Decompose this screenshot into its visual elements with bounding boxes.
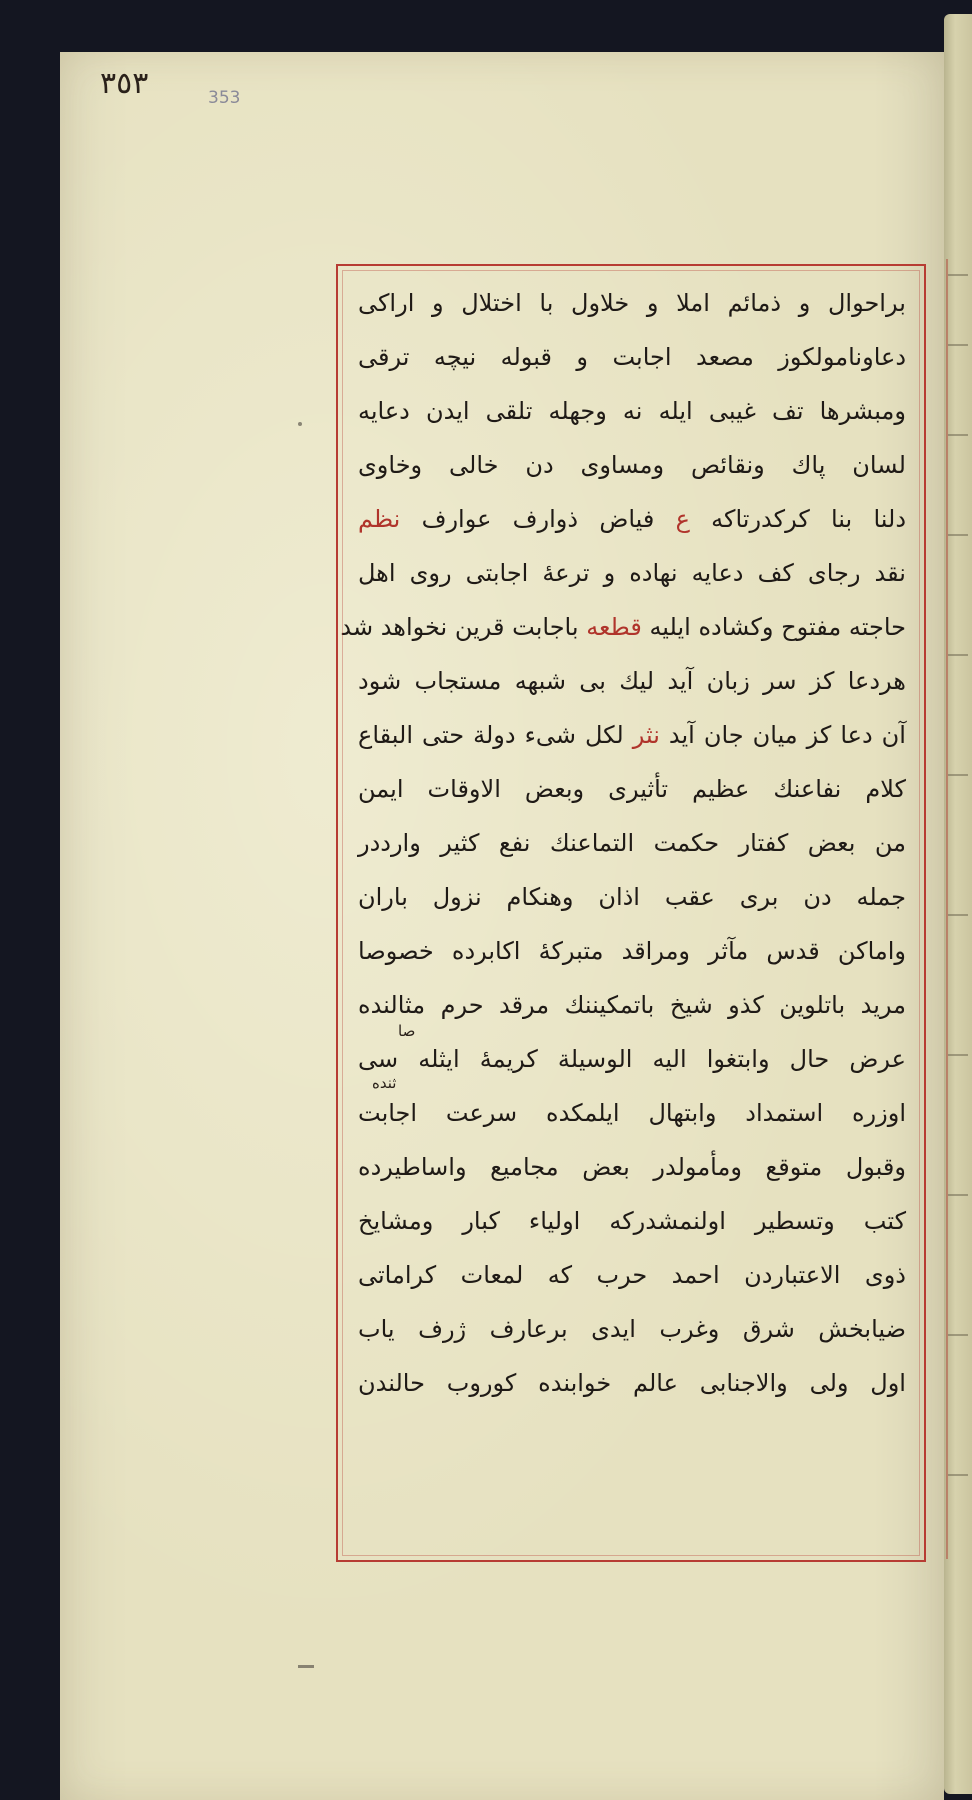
word: آید [668,721,695,749]
word: خالی [449,451,499,479]
word: البقاع [358,721,413,749]
word: حرم [440,991,484,1019]
word: و [798,289,811,317]
word: شیخ [669,991,713,1019]
word: وقبول [845,1153,906,1181]
word: کز [809,667,835,695]
word: کف [757,559,794,587]
word: باتلوین [779,991,846,1019]
word: کبار [462,1207,500,1235]
word: حتی [422,721,465,749]
word: ایلمکده [546,1099,620,1127]
word: میان [752,721,798,749]
word: قدس [766,937,820,965]
word: اهل [358,559,396,587]
word: ایمن [358,775,404,803]
word: کریمهٔ [479,1045,538,1073]
adjacent-page-ghost-line [948,1334,968,1336]
adjacent-page-ghost-line [948,534,968,536]
word: وارددر [358,829,421,857]
word: مرید [860,991,906,1019]
text-line-7 [340,600,906,654]
word: ونقائص [690,451,765,479]
adjacent-page-ghost-line [948,1054,968,1056]
word: املا [676,289,710,317]
word: قرین [454,613,505,641]
word: عرض [849,1045,906,1073]
word: حال [789,1045,830,1073]
word: وجهله [548,397,607,425]
text-frame [336,264,926,1562]
word: تف [771,397,804,425]
adjacent-page-edge [944,14,972,1794]
word: نخواهد [380,613,448,641]
word: اکابرده [451,937,521,965]
text-line-13 [358,924,906,978]
word: اراکی [358,289,415,317]
word: شد [340,613,374,641]
word: مثالنده [358,991,426,1019]
rubric-marker: ع [675,505,690,533]
adjacent-page-ghost-line [948,274,968,276]
word: کتب [863,1207,907,1235]
word: ومأمولدر [653,1153,742,1181]
word: اوزره [851,1099,906,1127]
ink-speck [298,422,302,426]
word: وتسطیر [754,1207,835,1235]
word: مآثر [708,937,749,965]
word: سرعت [445,1099,518,1127]
word: حکمت [653,829,720,857]
word: دن [525,451,554,479]
word: بری [739,883,779,911]
adjacent-page-ghost-line [948,654,968,656]
text-line-8 [358,654,906,708]
word: وابتهال [648,1099,717,1127]
word: دعاونامولکوز [778,343,907,371]
word: اجابتی [465,559,529,587]
interlinear-gloss: صا [398,1022,416,1040]
word: خوابنده [538,1369,612,1397]
word: الاعتباردن [744,1261,841,1289]
word: دعا [840,721,873,749]
word: و [603,559,616,587]
rubric-marker: قطعه [586,613,642,641]
word: آید [667,667,694,695]
word: ترقی [358,343,410,371]
word: تأثیری [608,775,669,803]
word: استمداد [745,1099,824,1127]
word: متوقع [765,1153,823,1181]
word: که [547,1261,573,1289]
word: ایدن [425,397,470,425]
word: دعایه [691,559,744,587]
adjacent-page-ghost-line [948,774,968,776]
word: کز [806,721,832,749]
word: بعض [582,1153,630,1181]
word: و [646,289,659,317]
word: اذان [598,883,640,911]
word: کوروب [446,1369,517,1397]
word: باجابت [512,613,579,641]
word: آن [881,721,906,749]
word: دن [803,883,832,911]
word: التماعنك [549,829,635,857]
text-line-10 [358,762,906,816]
word: نفع [498,829,531,857]
text-line-14 [358,978,906,1032]
word: اختلال [461,289,522,317]
text-line-4 [358,438,906,492]
word: تلقی [485,397,533,425]
word: من [874,829,906,857]
word: لمعات [460,1261,524,1289]
word: شود [358,667,402,695]
word: زبان [706,667,750,695]
word: شیء [524,721,576,749]
word: متبرکهٔ [538,937,604,965]
word: بی [579,667,606,695]
word: اولنمشدرکه [609,1207,726,1235]
adjacent-page-ghost-line [948,434,968,436]
word: نیچه [433,343,477,371]
word: نهاده [629,559,678,587]
word: کفتار [738,829,789,857]
word: واساطیرده [358,1153,467,1181]
word: ومبشرها [819,397,906,425]
word: و [576,343,588,371]
text-line-1 [358,276,906,330]
word: جمله [856,883,907,911]
text-line-11 [358,816,906,870]
word: شبهه [514,667,566,695]
word: ذوارف [512,505,579,533]
word: ومراقد [621,937,691,965]
word: ولی [809,1369,849,1397]
word: عظیم [692,775,750,803]
word: باران [358,883,408,911]
word: یاب [358,1315,395,1343]
word: لکل [584,721,624,749]
word: ژرف [418,1315,467,1343]
word: پاك [791,451,826,479]
word: لسان [852,451,906,479]
word: ضیابخش [818,1315,906,1343]
text-line-9 [358,708,906,762]
ink-speck [298,1665,314,1668]
word: والاجنابی [699,1369,788,1397]
word: دعایه [358,397,410,425]
word: نه [622,397,643,425]
word: برعارف [489,1315,568,1343]
word: اول [870,1369,906,1397]
word: ایثله [418,1045,460,1073]
word: جان [703,721,744,749]
word: وابتغوا [706,1045,770,1073]
word: عقب [664,883,715,911]
word: اجابت [358,1099,418,1127]
word: سر [763,667,797,695]
manuscript-page [60,52,944,1800]
word: و [432,289,444,317]
word: رجای [807,559,861,587]
word: قبوله [500,343,552,371]
word: اولیاء [528,1207,581,1235]
word: نزول [432,883,482,911]
word: ایدی [591,1315,636,1343]
word: براحوال [827,289,906,317]
word: کرکدرتاکه [711,505,810,533]
folio-number: ٣٥٣ [100,66,149,101]
word: دلنا [873,505,907,533]
word: حرب [596,1261,648,1289]
word: وغرب [659,1315,720,1343]
word: مفتوح [781,613,842,641]
word: غیبی [708,397,756,425]
word: سی [358,1045,399,1073]
word: دولة [473,721,516,749]
word: ومساوی [580,451,665,479]
word: ذمائم [727,289,782,317]
word: وخاوی [358,451,423,479]
word: ایلیه [649,613,691,641]
text-line-5 [358,492,906,546]
word: مرقد [498,991,550,1019]
word: مجامیع [490,1153,559,1181]
word: خلاول [571,289,630,317]
adjacent-page-ghost-line [948,1474,968,1476]
word: ذوی [864,1261,906,1289]
word: کذو [728,991,764,1019]
text-line-19 [358,1248,906,1302]
text-line-20 [358,1302,906,1356]
text-line-2 [358,330,906,384]
adjacent-page-ghost-line [948,1194,968,1196]
text-block [340,276,907,1410]
word: نفاعنك [773,775,842,803]
word: کراماتی [358,1261,437,1289]
word: کثیر [440,829,480,857]
text-line-15 [358,1032,906,1086]
word: لیك [619,667,655,695]
word: الاوقات [427,775,501,803]
pencil-folio-number: 353 [208,88,241,108]
word: بنا [830,505,853,533]
word: ایله [658,397,693,425]
rubric-marker: نثر [632,721,660,749]
word: احمد [671,1261,720,1289]
word: هردعا [847,667,906,695]
word: با [539,289,554,317]
word: ترعهٔ [542,559,590,587]
word: حاجته [848,613,906,641]
word: مستجاب [414,667,502,695]
word: عوارف [421,505,492,533]
word: کلام [865,775,906,803]
word: حالندن [358,1369,425,1397]
word: شرق [742,1315,795,1343]
word: باتمکیننك [564,991,655,1019]
word: ومشایخ [358,1207,434,1235]
word: وهنکام [506,883,574,911]
word: عالم [632,1369,678,1397]
word: روی [409,559,452,587]
word: فیاض [599,505,655,533]
word: واماکن [837,937,906,965]
text-line-21 [358,1356,906,1410]
interlinear-gloss: ثنده [372,1074,397,1092]
adjacent-page-frame-rule [946,259,948,1559]
word: نقد [874,559,906,587]
rubric-marker: نظم [358,505,401,533]
word: بعض [807,829,856,857]
word: وکشاده [698,613,774,641]
adjacent-page-ghost-line [948,344,968,346]
text-line-6 [358,546,906,600]
word: الوسیلة [557,1045,633,1073]
word: مصعد [695,343,754,371]
text-line-18 [358,1194,906,1248]
text-line-16 [358,1086,906,1140]
text-line-12 [358,870,906,924]
word: اجابت [612,343,672,371]
word: وبعض [524,775,585,803]
word: الیه [652,1045,687,1073]
adjacent-page-ghost-line [948,914,968,916]
word: خصوصا [358,937,434,965]
text-line-3 [358,384,906,438]
text-line-17 [358,1140,906,1194]
